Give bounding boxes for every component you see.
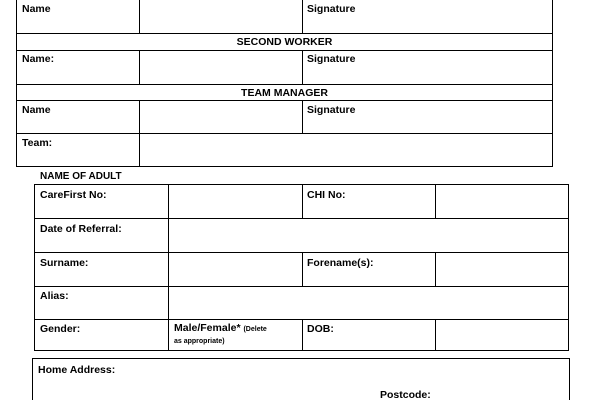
name-label: Name (22, 3, 51, 15)
forename-field[interactable] (436, 253, 568, 286)
table-border-right (568, 184, 569, 350)
team-manager-heading: TEAM MANAGER (241, 87, 328, 99)
alias-label: Alias: (40, 290, 69, 302)
gender-label: Gender: (40, 323, 81, 335)
carefirst-field[interactable] (169, 185, 302, 218)
divider (302, 100, 303, 133)
dob-field[interactable] (436, 320, 568, 350)
team-manager-name-label: Name (22, 104, 51, 116)
divider (16, 166, 553, 167)
gender-note: (Delete (243, 326, 267, 333)
team-field[interactable] (140, 134, 552, 166)
divider (302, 0, 303, 33)
forename-label: Forename(s): (307, 257, 374, 269)
adult-section-heading: NAME OF ADULT (40, 171, 122, 182)
divider (168, 319, 169, 350)
dob-label: DOB: (307, 323, 334, 335)
second-worker-heading: SECOND WORKER (236, 36, 333, 48)
team-manager-signature-field[interactable] (380, 101, 552, 133)
chi-field[interactable] (436, 185, 568, 218)
carefirst-label: CareFirst No: (40, 189, 107, 201)
home-address-label: Home Address: (38, 364, 116, 376)
referral-date-field[interactable] (169, 219, 568, 252)
divider (302, 252, 303, 286)
team-manager-name-field[interactable] (140, 101, 302, 133)
surname-field[interactable] (169, 253, 302, 286)
gender-field[interactable] (174, 322, 267, 334)
team-manager-signature-label: Signature (307, 104, 356, 116)
divider (302, 50, 303, 84)
signature-field[interactable] (380, 0, 552, 33)
divider (16, 33, 553, 34)
table-border-left (16, 0, 17, 166)
second-worker-signature-label: Signature (307, 53, 356, 65)
second-worker-signature-field[interactable] (380, 51, 552, 84)
table-border-right (552, 0, 553, 166)
divider (32, 358, 570, 359)
gender-value: Male/Female* (174, 322, 241, 334)
postcode-label: Postcode: (380, 389, 431, 401)
home-address-field[interactable] (33, 376, 569, 390)
referral-label: Date of Referral: (40, 223, 122, 235)
divider (302, 184, 303, 218)
alias-field[interactable] (169, 287, 568, 319)
second-worker-name-field[interactable] (140, 51, 302, 84)
chi-label: CHI No: (307, 189, 346, 201)
name-field[interactable] (140, 0, 302, 33)
table-border-left (34, 184, 35, 350)
box-border-right (569, 358, 570, 400)
divider (34, 350, 569, 351)
second-worker-name-label: Name: (22, 53, 55, 65)
signature-label: Signature (307, 3, 356, 15)
divider (302, 319, 303, 350)
team-label: Team: (22, 137, 53, 149)
surname-label: Surname: (40, 257, 89, 269)
divider (16, 84, 553, 85)
gender-note-continued: as appropriate) (174, 338, 225, 345)
